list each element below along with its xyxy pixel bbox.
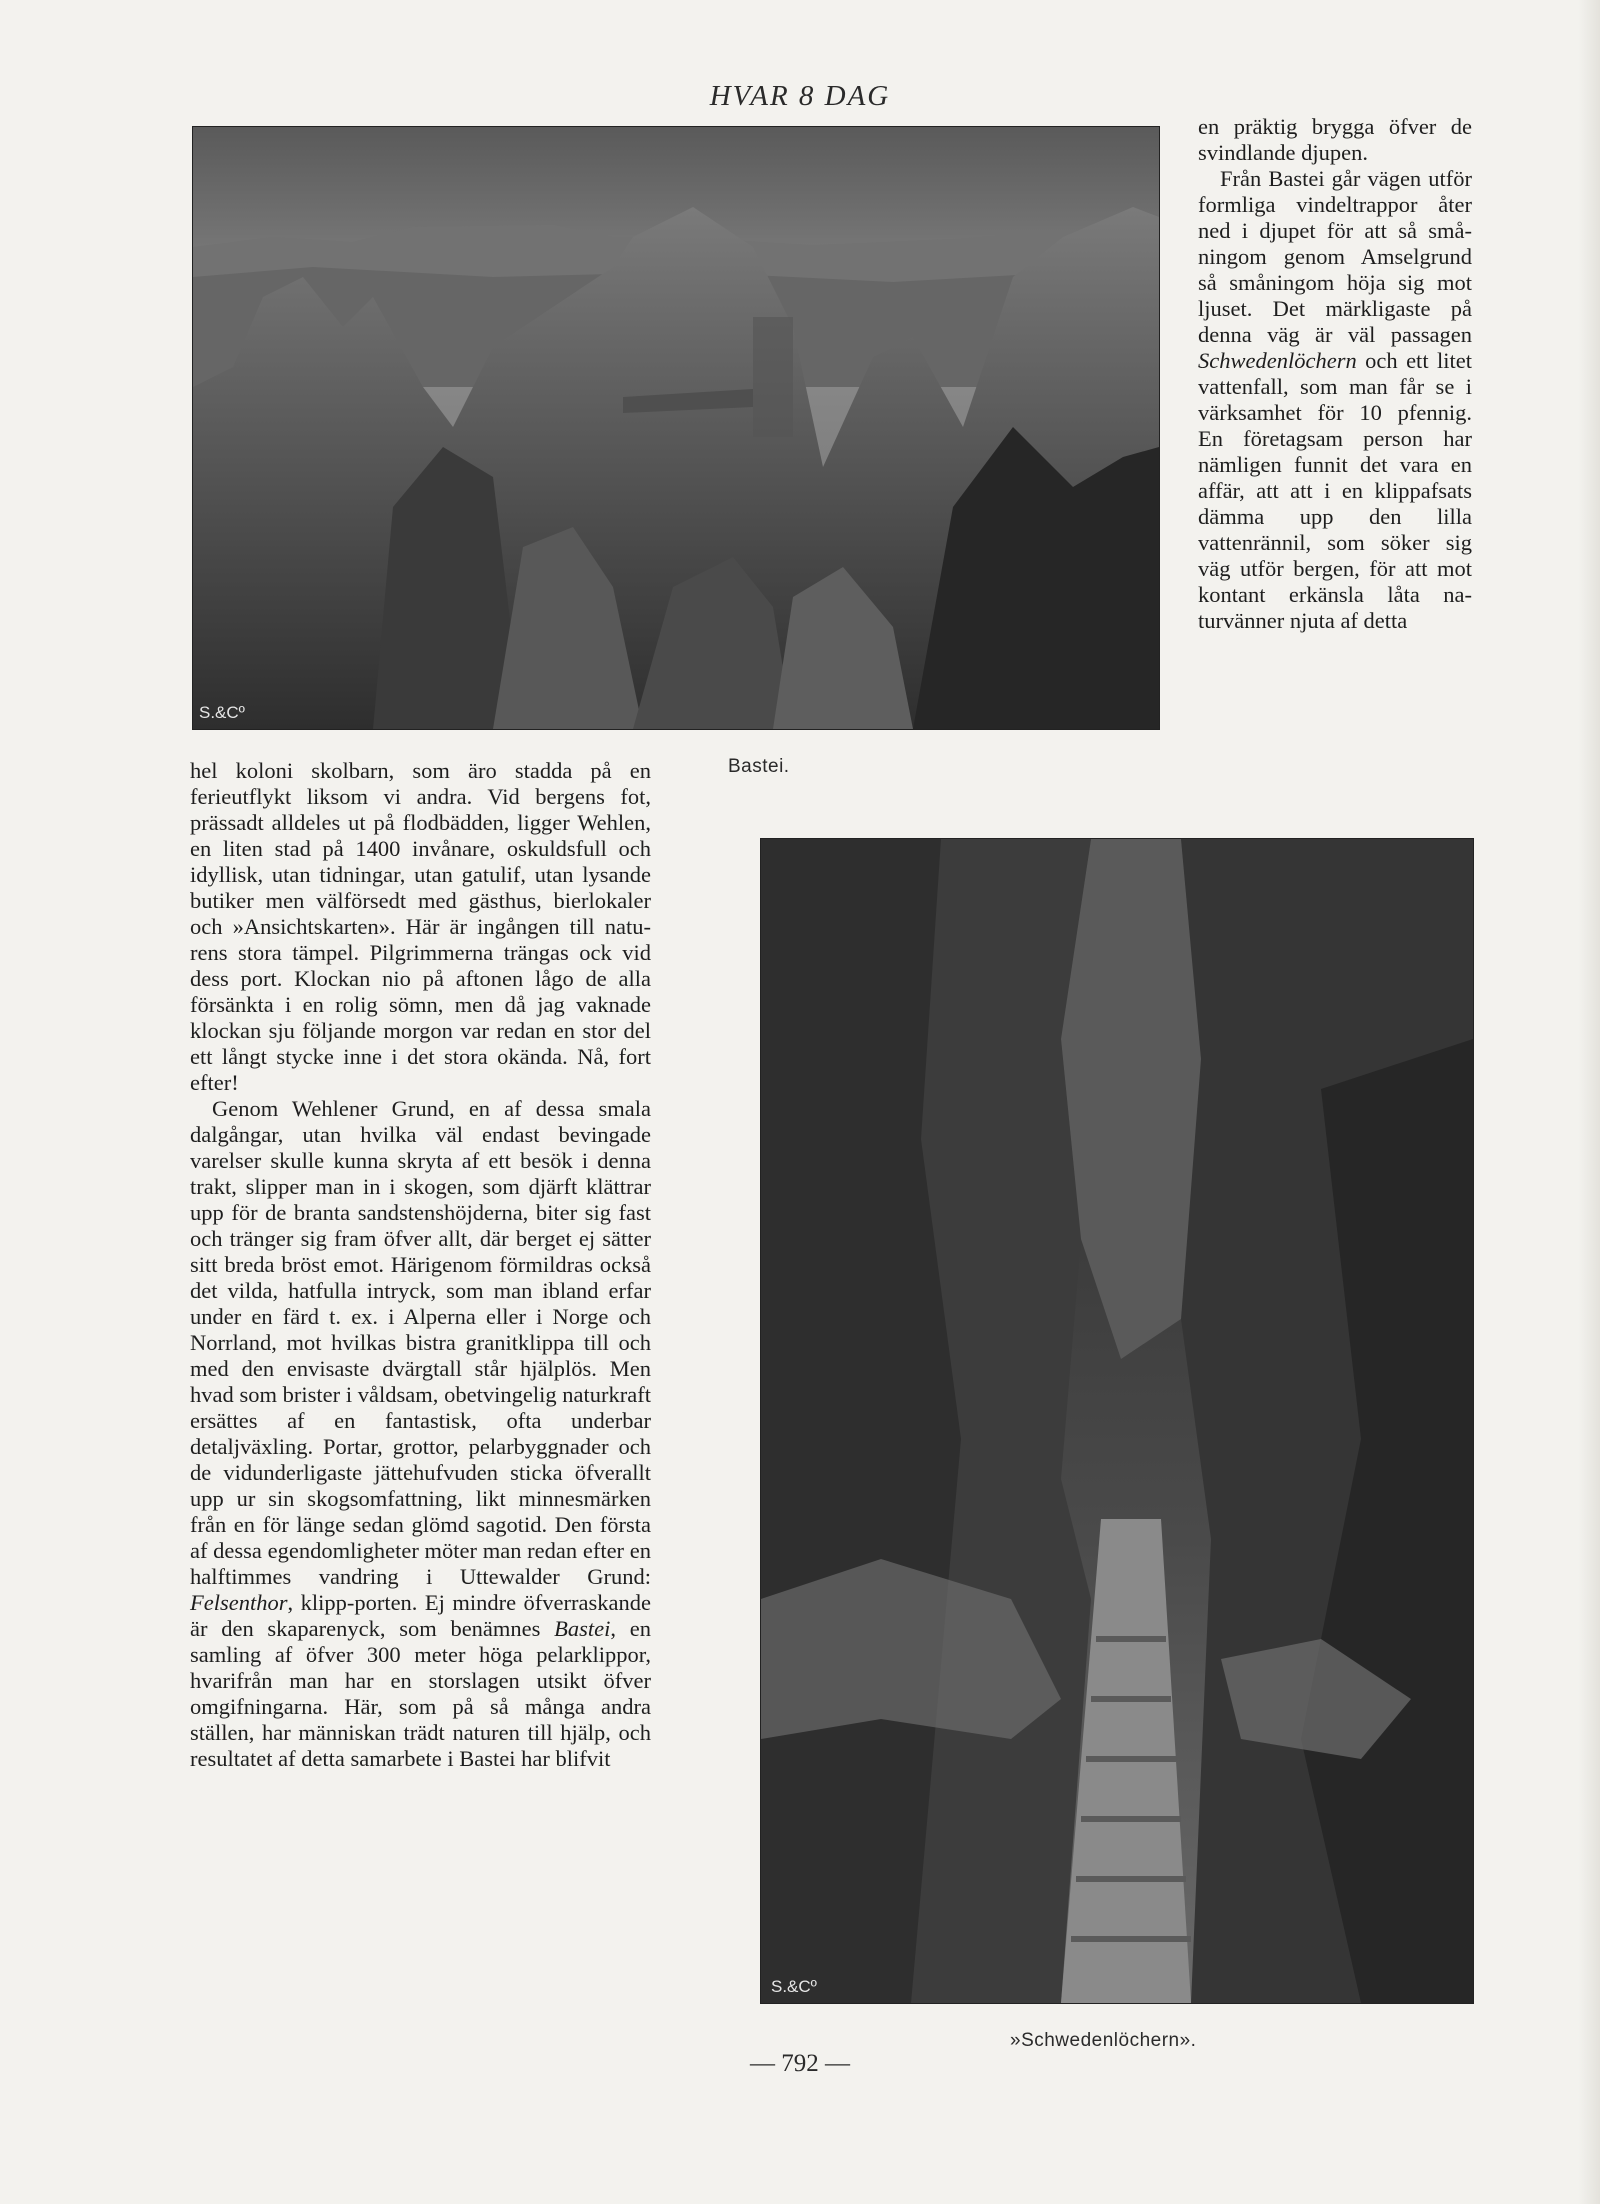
left-paragraph-2: Genom Wehlener Grund, en af dessa smala dalgångar, utan hvilka väl endast bevingade varelser skulle kunna skryta af ett besök i denna trakt, slipper man in i skogen, som djärft klättrar upp för de branta sandstenshöjderna, biter sig fast och tränger sig fram öfver allt, där berget ej sätter sitt breda bröst emot. Härigenom förmildras också det vilda, hatfulla intryck, som man ibland erfar under en färd t. ex. i Alperna eller i Norge och Norrland, mot hvilkas bistra granitklippa till och med den envisaste dvärgtall står hjälplös. Men hvad som brister i våldsam, obetvingelig naturkraft ersättes af en fantastisk, ofta underbar detaljväxling. Portar, grottor, pelarbyggnader och de vidunderligaste jättehufvuden sticka öfverallt upp ur sin skogsomfattning, likt minnesmärken från en för länge sedan glömd sagotid. Den första af dessa egendomligheter möter man redan efter en halftimmes vandring i Uttewalder Grund: Felsenthor, klipp-porten. Ej mindre öfverraskande är den skaparenyck, som benämnes Bastei, en samling af öfver 300 meter höga pelarklippor, hvarifrån man har en storslagen utsikt öfver omgifningarna. Här, som på så många andra ställen, har människan trädt naturen till hjälp, och resultatet af detta samarbete i Bastei har blifvit (190, 1096, 651, 1771)
right-emphasis: Schwedenlöchern (1198, 348, 1357, 373)
page-number: — 792 — (750, 2050, 850, 2077)
running-title: HVAR 8 DAG (709, 80, 891, 112)
schwedenlochern-photo (760, 838, 1474, 2004)
figure-caption-schwedenlochern: »Schwedenlöchern». (1010, 2030, 1197, 2051)
figure-caption-bastei: Bastei. (728, 756, 790, 777)
right-paragraph-1: en präktig brygga öfver de svindlande djupen. (1198, 114, 1472, 165)
left-paragraph-1: hel koloni skolbarn, som äro stadda på en ferieutflykt liksom vi andra. Vid bergens fot, prässadt alldeles ut på flodbädden, ligger Wehlen, en liten stad på 1400 invånare, oskuldsfull och idyllisk, utan tidningar, utan gatulif, utan lysande butiker men välförsedt med gästhus, bierlokaler och »Ansichtskarten». Här är ingången till naturens stora tämpel. Pilgrimmerna trängas ock vid dess port. Klockan nio på aftonen lågo de alla försänkta i en rolig sömn, men då jag vaknade klockan sju följande morgon var redan en stor del ett långt stycke inne i det stora okända. Nå, fort efter! (190, 758, 651, 1095)
photo-mark: S.&Cº (199, 703, 245, 722)
page-edge (1578, 0, 1600, 2204)
left-emphasis-bastei: Bastei (554, 1616, 611, 1641)
right-column-text (1198, 114, 1472, 634)
right-paragraph-2: Från Bastei går vägen utför formliga vindeltrappor åter ned i djupet för att så småningom genom Amselgrund så småningom höja sig mot ljuset. Det märkligaste på denna väg är väl passagen Schwedenlöchern och ett litet vattenfall, som man får se i värksamhet för 10 pfennig. En företagsam person har nämligen funnit det vara en affär, att att i en klippafsats dämma upp den lilla vattenrännil, som söker sig väg utför bergen, för att mot kontant erkänsla låta naturvänner njuta af detta (1198, 166, 1472, 633)
bastei-photo (192, 126, 1160, 730)
left-column-text (190, 758, 651, 1772)
photo-mark: S.&Cº (771, 1977, 817, 1996)
left-emphasis-felsenthor: Felsenthor (190, 1590, 288, 1615)
